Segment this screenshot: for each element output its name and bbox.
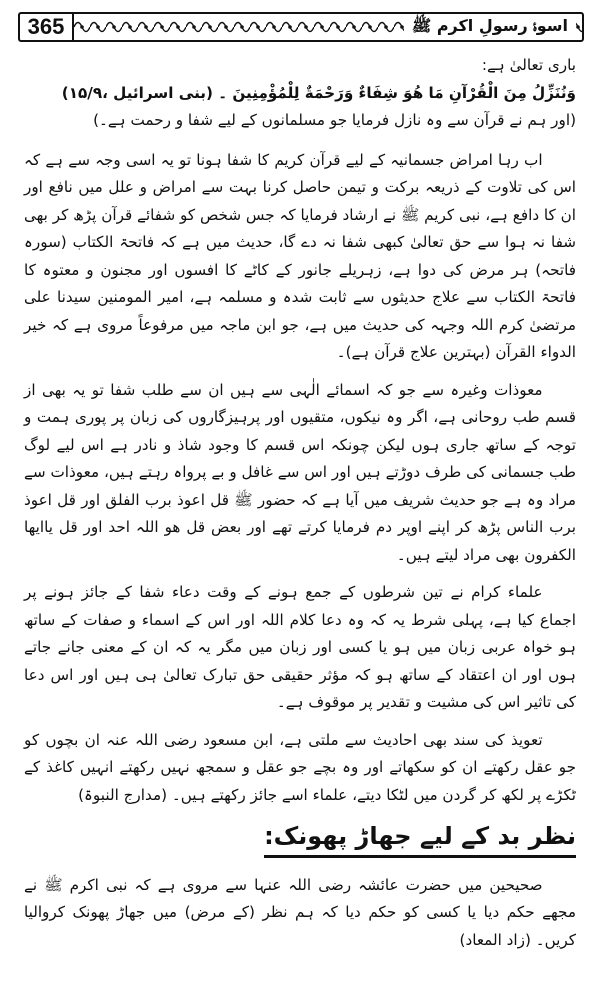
paragraph: صحیحین میں حضرت عائشہ رضی اللہ عنہا سے مروی ہے کہ نبی اکرم ﷺ نے مجھے حکم دیا یا کسی کو حکم دیا کہ ہم نظر (کے مرض) میں جھاڑ پھونک کروالیا کریں۔ (زاد المعاد) [24, 875, 576, 949]
paragraph: علماء کرام نے تین شرطوں کے جمع ہونے کے وقت دعاء شفا کے جائز ہونے پر اجماع کیا ہے، پہلی شرط یہ کہ وہ دعا کلام اللہ اور اس کے اسماء و صفات کے ساتھ ہو خواہ عربی زبان میں ہو یا کسی اور زبان میں مگر یہ کہ ان کے معنی جانے جاتے ہوں اور ان اعتقاد کے ساتھ ہو کہ مؤثر حقیقی حق تبارک تعالیٰ ہی ہیں اور اس دعا کی تاثیر اس کی مشیت و تقدیر پر موقوف ہے۔ [24, 583, 576, 711]
page-header [18, 12, 584, 42]
paragraph: معوذات وغیرہ سے جو کہ اسمائے الٰہی سے ہیں ان سے طلب شفا تو یہ بھی از قسم طب روحانی ہے، اگر وہ نیکوں، متقیوں اور پرہیزگاروں کی زبان پر پوری ہمت و توجہ کے ساتھ جاری ہوں لیکن چونکہ اس قسم کا وجود شاذ و نادر ہے اس لیے لوگ طب جسمانی کی طرف دوڑتے ہیں اور اس سے غافل و بے پرواہ رہتے ہیں، معوذات سے مراد وہ ہے جو حدیث شریف میں آیا ہے کہ حضور ﷺ قل اعوذ برب الفلق اور قل اعوذ برب الناس پڑھ کر اپنے اوپر دم فرمایا کرتے تھے اور بعض قل ھو اللہ احد اور قل یاایھا الکفرون بھی مراد لیتے ہیں۔ [24, 380, 576, 564]
header-ornament-band [74, 14, 582, 40]
section-heading: نظر بد کے لیے جھاڑ پھونک: [264, 823, 576, 858]
paragraph: تعویذ کی سند بھی احادیث سے ملتی ہے، ابن مسعود رضی اللہ عنہ ان بچوں کو جو عقل رکھتے ان کو سکھاتے اور وہ بچے جو عقل و سمجھ نہیں رکھتے انہیں کاغذ کے ٹکڑے پر لکھ کر گردن میں لٹکا دیتے، علماء اسے جائز رکھتے ہیں۔ (مدارج النبوۃ) [24, 730, 576, 804]
verse-translation: (اور ہم نے قرآن سے وہ نازل فرمایا جو مسلمانوں کے لیے شفا و رحمت ہے۔) [93, 111, 576, 129]
quran-verse: وَنُنَزِّلُ مِنَ الْقُرْآنِ مَا هُوَ شِفَاءٌ وَرَحْمَةٌ لِلْمُؤْمِنِينَ ۔ (بنی اسرائیل ،۱۵/۹) [61, 83, 576, 102]
running-title: اسوۂ رسولِ اکرم ﷺ [404, 16, 576, 38]
page-number: 365 [20, 14, 74, 40]
quote-intro: باری تعالیٰ ہے: [481, 56, 576, 74]
page-body [24, 52, 576, 964]
paragraph: اب رہا امراض جسمانیہ کے لیے قرآن کریم کا شفا ہونا تو یہ اسی وجہ سے ہے کہ اس کی تلاوت کے ذریعہ برکت و تیمن حاصل کرنا بہت سے امراض و علل میں نافع اور ان کا دافع ہے، نبی کریم ﷺ نے ارشاد فرمایا کہ جس شخص کو شفائے قرآن پڑھ کر بھی شفا نہ ہوا سے حق تعالیٰ کبھی شفا نہ دے گا، حدیث میں ہے کہ فاتحۃ الکتاب (سورہ فاتحہ) ہر مرض کی دوا ہے، زہریلے جانور کے کاٹے کا افسوں اور مجنون و معتوہ کا فاتحۃ الکتاب سے علاج حدیثوں سے ثابت شدہ و مسلمہ ہے، امیر المومنین سیدنا علی مرتضیٰ کرم اللہ وجہہ کی حدیث میں ہے، جو ابن ماجہ میں مرفوعاً مروی ہے کہ خیر الدواء القرآن (بہترین علاج قرآن ہے)۔ [24, 150, 576, 361]
